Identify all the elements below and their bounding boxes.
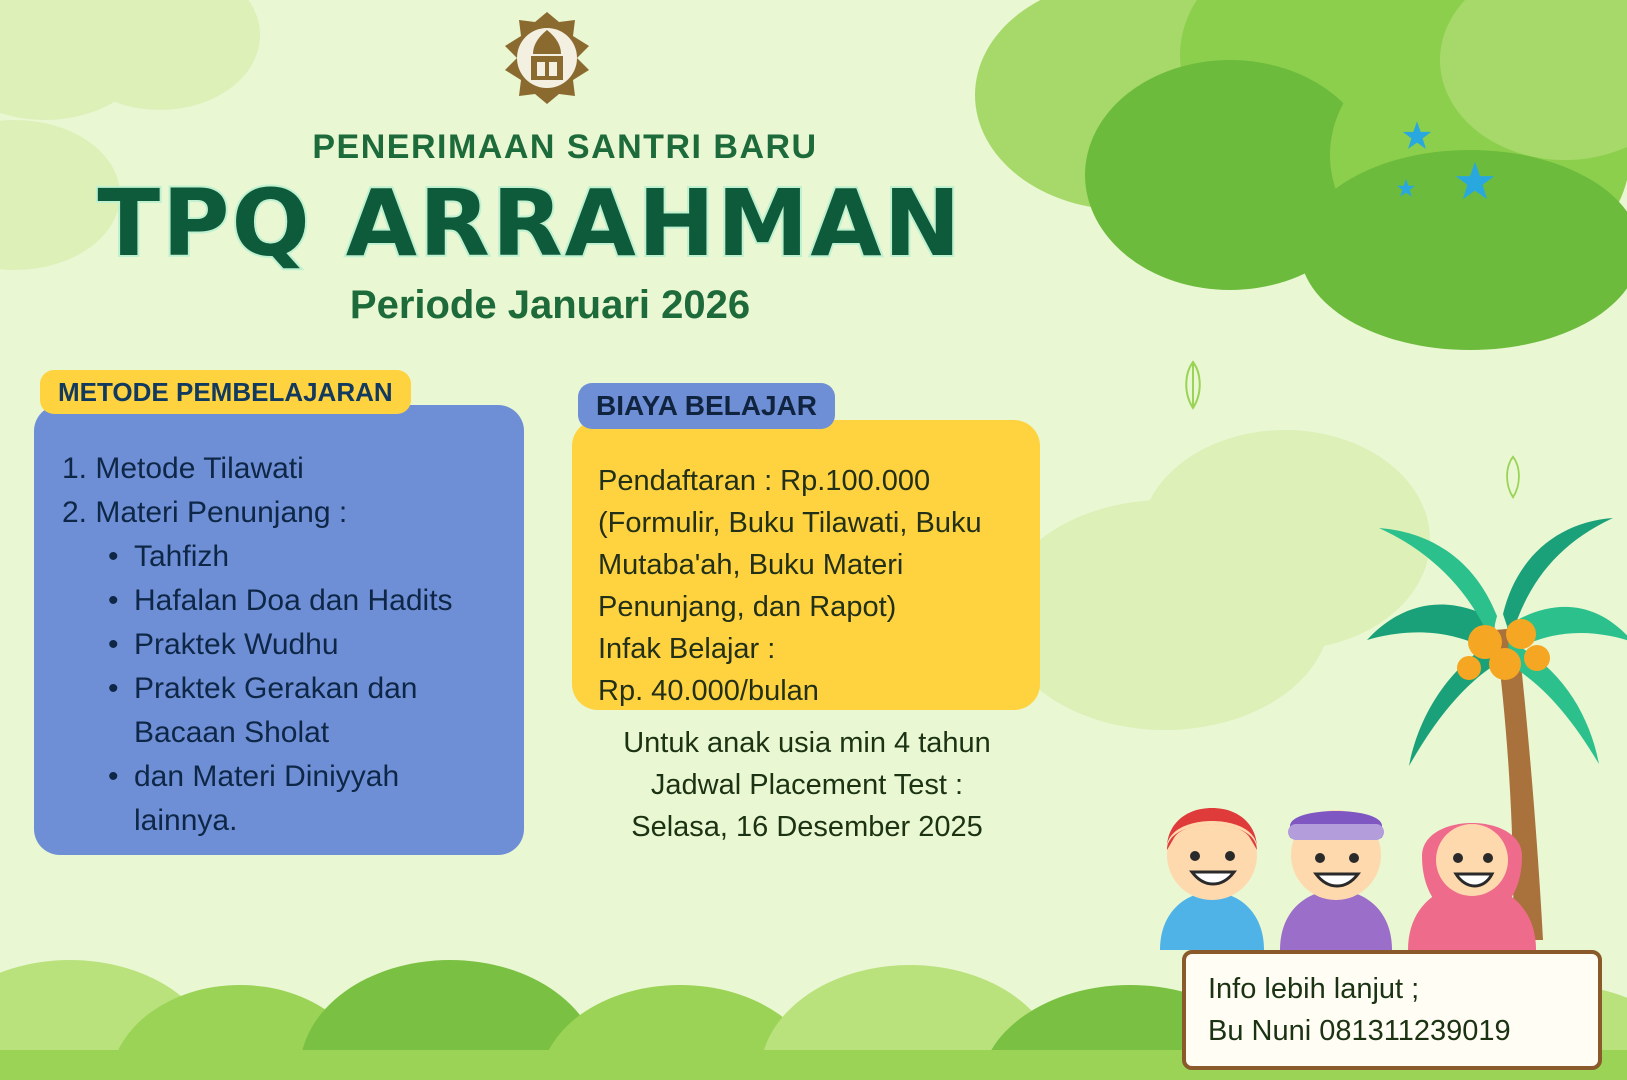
biaya-line: Pendaftaran : Rp.100.000 <box>598 465 931 497</box>
note-line-3: Selasa, 16 Desember 2025 <box>631 811 983 843</box>
leaf-icon <box>1180 360 1206 410</box>
biaya-line: (Formulir, Buku Tilawati, Buku <box>598 507 982 539</box>
contact-box <box>1182 950 1602 1070</box>
list-item: • Hafalan Doa dan Hadits <box>108 579 496 623</box>
metode-card <box>34 405 524 855</box>
note-line-2: Jadwal Placement Test : <box>650 769 964 801</box>
list-item: • Tahfizh <box>108 535 496 579</box>
mosque-emblem-icon <box>497 8 597 108</box>
biaya-line: Penunjang, dan Rapot) <box>598 591 897 623</box>
metode-line-1: 1. Metode Tilawati <box>62 452 304 485</box>
biaya-line: Mutaba'ah, Buku Materi <box>598 549 904 581</box>
children-illustration <box>1140 760 1610 960</box>
metode-tag: METODE PEMBELAJARAN <box>40 370 411 414</box>
note-line-1: Untuk anak usia min 4 tahun <box>623 727 991 759</box>
list-item: • Praktek Wudhu <box>108 623 496 667</box>
star-icon <box>1400 120 1434 154</box>
contact-line-2: Bu Nuni 081311239019 <box>1208 1015 1511 1047</box>
biaya-card <box>572 420 1040 710</box>
star-icon <box>1452 160 1498 206</box>
contact-line-1: Info lebih lanjut ; <box>1208 973 1420 1005</box>
list-item: lainnya. <box>134 804 238 837</box>
biaya-line: Rp. 40.000/bulan <box>598 675 819 707</box>
leaf-icon <box>1500 455 1526 499</box>
biaya-line: Infak Belajar : <box>598 633 776 665</box>
list-item: • Praktek Gerakan dan <box>108 667 496 711</box>
list-item: Bacaan Sholat <box>134 716 330 749</box>
metode-line-2: 2. Materi Penunjang : <box>62 496 348 529</box>
biaya-tag: BIAYA BELAJAR <box>578 383 835 429</box>
schedule-note <box>572 722 1042 848</box>
page-title: TPQ ARRAHMAN <box>97 170 963 277</box>
page-subtitle: Periode Januari 2026 <box>349 283 751 327</box>
list-item: • dan Materi Diniyyah <box>108 755 496 799</box>
metode-list <box>108 535 496 843</box>
star-icon <box>1395 178 1417 200</box>
page-eyebrow: PENERIMAAN SANTRI BARU <box>312 128 818 166</box>
